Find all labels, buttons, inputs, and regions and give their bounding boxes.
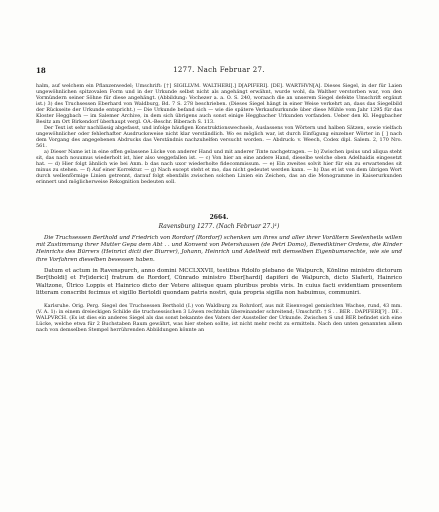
document-place-date: Ravensburg 1277. (Nach Februar 27.)¹) — [158, 223, 280, 230]
document-regest: Die Truchsessen Berthold und Friedrich von Rordorf (Rordorf) schenken um ihres und aller ihrer Vorältern Seelenheils willen mit Zustimmung ihrer Mutter Gepa dem Abt . . und Konvent von Petershausen (de Petri Domo), Benediktiner Ordens, die Kinder Heinrichs des Bürrers (Heinrici dicti der Biurrer), Johann, Heinrich und Adelheid mit demselben Eigenbumsrechte, wie sie und ihre Vorfahren dieselben besessen haben. — [36, 235, 402, 263]
top-notes — [36, 83, 402, 185]
document-entry — [36, 214, 402, 333]
page-header — [36, 66, 402, 76]
document-footnote: Karlsruhe. Orig. Perg. Siegel des Truchsessen Berthold (I.) von Waldburg zu Rohrdorf, aus mit Eisenvogel gemischten Wachse, rund, 43 mm. (V. A. 1): in einem dreieckigen Schilde die truchsessischen 3 Löwen rechtshin übereinander schreitend; Umschrift: † S . . BER . DAPIFERI[?] . DE . WALPVRCH. (Es ist dies ein anderes Siegel als das sonst bekannte des Vaters der Aussteller der Urkunde. Zwischen S und BER befindet sich eine Lücke, welche etwa für 2 Buchstaben Raum gewährt, was hier stehen sollte, ist nicht mehr recht zu ermitteln. Nach den unten genannten allem nach von demselben Stempel herrührenden Abbildungen könnte an — [36, 303, 402, 334]
note-text-remark: Der Text ist sehr nachlässig abgefasst, und infolge häufigen Konstruktionswechsels, Auslassens von Wörtern und halben Sätzen, sowie vielfach ungewöhnlicher oder fehlerhafter Ausdrucksweise nicht klar verständlich. Wo es möglich war, ist durch Einfügung einzelner Wörter in [ ] nach dem Vorgang des angegebenen Abdrucks das Verständnis nachzuhelfen versucht worden. — Abdruck: v. Weech, Codex dipl. Salem. 2, 170 Nro. 561. — [36, 125, 402, 149]
document-text: Datum et actum in Ravenspurch, anno domini MCCLXXVII, testibus Rdolfo plebano de Walpurch, Kōnlino ministro dictorum Ber[tholdi] et Fr[iderici] fratrum de Rordorf, Cūnrado ministro Eber[hardi] dapiferi de Walpurch, dicto Slaferli, Hainrico Waltzone, Ūlrico Loppis et Hainrico dicto der Vetere aliisque quam pluribus probis viris. In cuius facti evidentiam presentem litteram conscribi fecimus et sigillo Bertoldi quondam patris nostri, quia propria sigilla non habuimus, communiri. — [36, 267, 402, 297]
note-footnotes: a) Dieser Name ist in eine offen gelassene Lücke von anderer Hand und mit anderer Tinte nachgetragen. — b) Zwischen ipsius und aliqua steht sit, das nach nouumus wiederholt ist, hier also weggefallen ist. — c) Von hier an eine andere Hand, dieselbe welche oben Adelhaidis eingesetzt hat. — d) Hier folgt ähnlich wie bei Anm. b das nach uxor wiederholte fidecommissum. — e) Ein zweites solvit hier für ein zu erwartendes sit minus zu stehen. — f) Auf einer Korrektur. — g) Nach except steht et mo, das nicht gedeutet werden kann. — h) Das et ist von dem übrigen Wort durch wellenförmige Linien getrennt, darauf folgt ebenfalls zwischen solchen Linien ein Zeichen, das an die Monogramme in Kaiserurkunden erinnert und möglicherweise Rekognition bedeuten soll. — [36, 149, 402, 185]
note-seal-description: halm, auf welchem ein Pflanzenwedel; Umschrift: [†] SIGILLVM. WALTHERI[.] D[APIFERI]. [DE]. WARTHVN[A]. Dieses Siegel, in der für Laien ungewöhnlichen spitzovalen Form und in der Urkunde selbst nicht als angehängt erwähnt, wurde wohl, da Walther verstorben war, von den Vormündern seiner Söhne für diese angehängt. (Abbildung: Vochezer a. a. O. S. 240, woraach die an unserem Siegel defekte Umschrift ergänzt ist.) 3) des Truchsessen Eberhard von Waldburg, Bd. 7 S. 278 beschrieben. (Dieses Siegel hängt in einer Weise verkehrt an, dass das Siegelbild der Rückseite der Urkunde entspricht.) — Die Urkunde befand sich — wie die spätere Verkaufsurkunde über diese Mühle vom Jahr 1295 für das Kloster Heggbach — im Salemer Archive, in dem sich übrigens auch sonst einige Heggbacher Urkunden vorfanden. Ueber den Kl. Heggbacher Besitz am Ort Birkendorf überhaupt vergl. OA.-Beschr. Biberach S. 113. — [36, 83, 402, 125]
document-number: 2664. — [209, 214, 229, 221]
running-head: 1277. Nach Februar 27. — [173, 66, 265, 74]
page-number: 18 — [36, 66, 46, 75]
